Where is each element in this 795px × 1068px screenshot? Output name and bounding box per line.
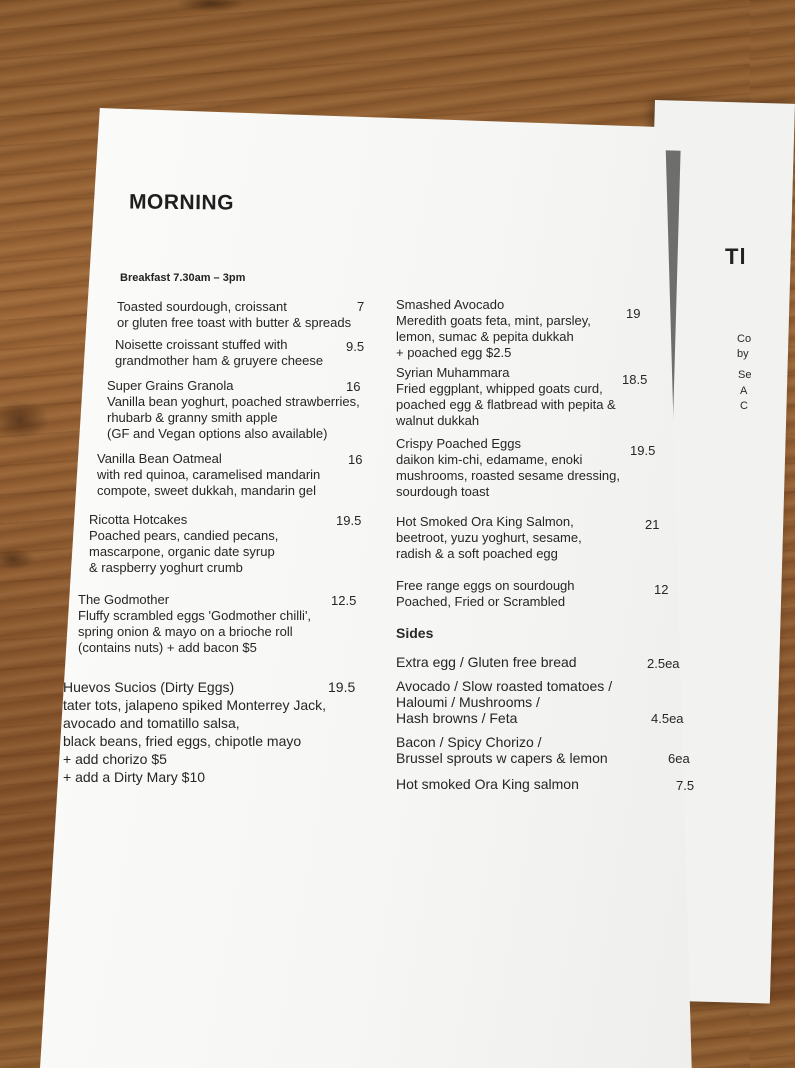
item-name: Toasted sourdough, croissant xyxy=(117,299,287,314)
item-description: mushrooms, roasted sesame dressing, xyxy=(396,468,620,483)
breakfast-hours: Breakfast 7.30am – 3pm xyxy=(120,272,246,284)
item-price: 19.5 xyxy=(630,443,656,458)
item-description: black beans, fried eggs, chipotle mayo xyxy=(63,733,302,749)
item-description: daikon kim-chi, edamame, enoki xyxy=(396,452,583,467)
item-description: compote, sweet dukkah, mandarin gel xyxy=(97,483,316,498)
wood-knot xyxy=(0,400,50,440)
item-description: radish & a soft poached egg xyxy=(396,546,558,561)
item-price: 16 xyxy=(346,379,361,394)
item-name: Super Grains Granola xyxy=(107,378,234,393)
back-page-text: C xyxy=(740,400,748,412)
item-name: Smashed Avocado xyxy=(396,297,505,312)
menu-item xyxy=(78,592,311,656)
item-name: Ricotta Hotcakes xyxy=(89,512,188,527)
side-name: Hot smoked Ora King salmon xyxy=(396,776,579,792)
item-description: beetroot, yuzu yoghurt, sesame, xyxy=(396,530,582,545)
item-description: Poached, Fried or Scrambled xyxy=(396,594,566,609)
back-page-title: Tl xyxy=(725,244,747,269)
item-description: avocado and tomatillo salsa, xyxy=(63,715,240,731)
item-description: + add chorizo $5 xyxy=(63,751,167,767)
item-name: Huevos Sucios (Dirty Eggs) xyxy=(63,679,235,695)
item-description: + add a Dirty Mary $10 xyxy=(63,769,206,785)
menu-page xyxy=(40,108,705,1068)
side-item xyxy=(396,776,579,792)
item-name: Crispy Poached Eggs xyxy=(396,436,522,451)
menu-item xyxy=(115,337,323,369)
sides-heading: Sides xyxy=(396,625,434,641)
menu-item xyxy=(97,451,320,499)
item-description: spring onion & mayo on a brioche roll xyxy=(78,624,293,639)
item-description: grandmother ham & gruyere cheese xyxy=(115,353,324,368)
side-item xyxy=(396,734,608,766)
item-name: Syrian Muhammara xyxy=(396,365,510,380)
menu-item xyxy=(396,297,591,361)
item-description: with red quinoa, caramelised mandarin xyxy=(97,467,321,482)
item-price: 12 xyxy=(654,582,669,597)
back-page-text: Co xyxy=(737,333,752,345)
item-description: or gluten free toast with butter & spreads xyxy=(117,315,352,330)
side-price: 4.5ea xyxy=(651,711,684,726)
item-price: 18.5 xyxy=(622,372,648,387)
item-name: Vanilla Bean Oatmeal xyxy=(97,451,222,466)
back-page-text: Se xyxy=(738,369,752,381)
menu-item xyxy=(396,514,582,562)
item-description: mascarpone, organic date syrup xyxy=(89,544,275,559)
item-name: The Godmother xyxy=(78,592,170,607)
menu-item xyxy=(396,578,575,610)
side-name: Hash browns / Feta xyxy=(396,710,518,726)
item-name: Hot Smoked Ora King Salmon, xyxy=(396,514,574,529)
wood-knot xyxy=(175,0,245,12)
item-description: walnut dukkah xyxy=(396,413,480,428)
item-description: tater tots, jalapeno spiked Monterrey Jack, xyxy=(63,697,327,713)
side-price: 6ea xyxy=(668,751,690,766)
menu-item xyxy=(107,378,360,442)
item-description: Vanilla bean yoghurt, poached strawberries, xyxy=(107,394,360,409)
side-price: 7.5 xyxy=(676,778,695,793)
side-item xyxy=(396,654,577,670)
item-description: Fluffy scrambled eggs 'Godmother chilli', xyxy=(78,608,312,623)
menu-item xyxy=(63,678,326,786)
menu-item xyxy=(396,436,620,500)
back-page-text: by xyxy=(737,348,749,360)
item-description: (GF and Vegan options also available) xyxy=(107,426,328,441)
item-description: Fried eggplant, whipped goats curd, xyxy=(396,381,603,396)
menu-title: MORNING xyxy=(128,190,235,215)
item-price: 19 xyxy=(626,306,641,321)
item-price: 12.5 xyxy=(331,593,357,608)
item-description: poached egg & flatbread with pepita & xyxy=(396,397,616,412)
item-price: 19.5 xyxy=(336,513,362,528)
menu-item xyxy=(89,512,278,576)
wood-knot xyxy=(0,548,35,570)
back-page-text: A xyxy=(740,385,748,397)
item-description: & raspberry yoghurt crumb xyxy=(89,560,243,575)
item-description: (contains nuts) + add bacon $5 xyxy=(78,640,257,655)
side-name: Avocado / Slow roasted tomatoes / xyxy=(396,678,613,694)
item-description: sourdough toast xyxy=(396,484,490,499)
side-name: Haloumi / Mushrooms / xyxy=(396,694,540,710)
side-item xyxy=(396,678,612,726)
item-description: rhubarb & granny smith apple xyxy=(107,410,278,425)
side-name: Brussel sprouts w capers & lemon xyxy=(396,750,608,766)
item-price: 9.5 xyxy=(346,339,365,354)
item-description: lemon, sumac & pepita dukkah xyxy=(396,329,574,344)
menu-item xyxy=(396,365,616,429)
item-description: + poached egg $2.5 xyxy=(396,345,512,360)
item-price: 19.5 xyxy=(328,679,356,695)
side-name: Extra egg / Gluten free bread xyxy=(396,654,577,670)
side-name: Bacon / Spicy Chorizo / xyxy=(396,734,542,750)
menu-item xyxy=(117,299,351,331)
item-name: Free range eggs on sourdough xyxy=(396,578,575,593)
item-price: 21 xyxy=(645,517,660,532)
item-price: 16 xyxy=(348,452,363,467)
item-name: Noisette croissant stuffed with xyxy=(115,337,288,352)
item-price: 7 xyxy=(357,299,365,314)
side-price: 2.5ea xyxy=(647,656,680,671)
item-description: Meredith goats feta, mint, parsley, xyxy=(396,313,591,328)
item-description: Poached pears, candied pecans, xyxy=(89,528,279,543)
